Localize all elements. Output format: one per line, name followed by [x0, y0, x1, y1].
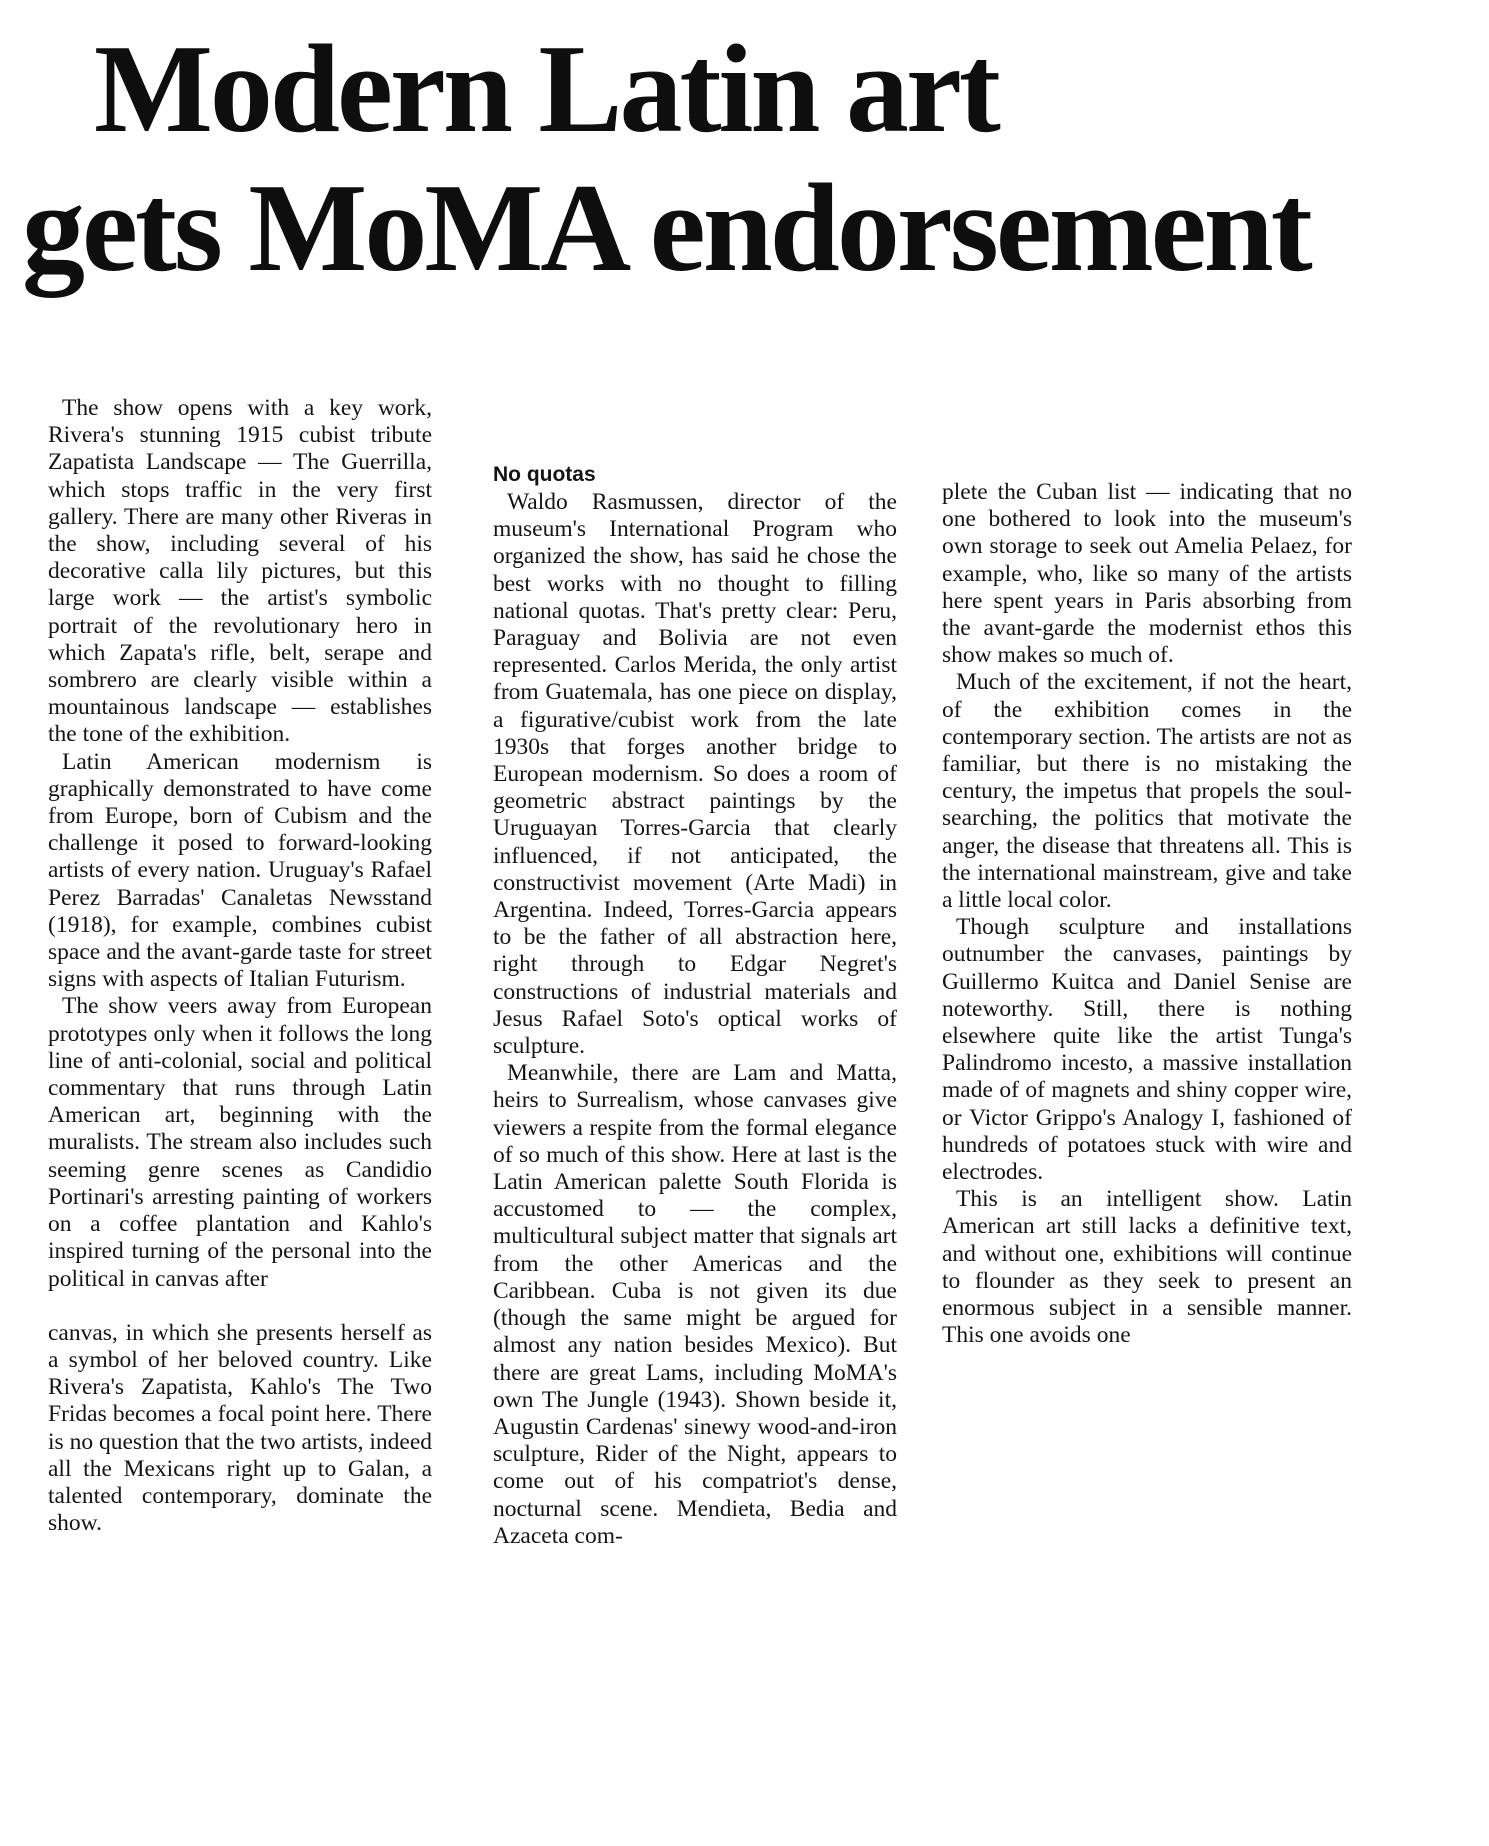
article-column-1 [48, 395, 432, 1537]
article-column-3 [942, 479, 1352, 1350]
paragraph: canvas, in which she presents herself as a symbol of her beloved country. Like Rivera's Zapatista, Kahlo's The Two Fridas becomes a focal point here. There is no question that the two artists, indeed all the Mexicans right up to Galan, a talented contemporary, dominate the show. [48, 1319, 432, 1537]
headline-line-1: Modern Latin art [94, 20, 998, 159]
paragraph: The show veers away from European prototypes only when it follows the long line of anti-colonial, social and political commentary that runs through Latin American art, beginning with the muralists. The stream also includes such seeming genre scenes as Candidio Portinari's arresting painting of workers on a coffee plantation and Kahlo's inspired turning of the personal into the political in canvas after [48, 993, 432, 1292]
paragraph: Latin American modernism is graphically demonstrated to have come from Europe, born of Cubism and the challenge it posed to forward-looking artists of every nation. Uruguay's Rafael Perez Barradas' Canaletas Newsstand (1918), for example, combines cubist space and the avant-garde taste for street signs with aspects of Italian Futurism. [48, 748, 432, 993]
paragraph: The show opens with a key work, Rivera's stunning 1915 cubist tribute Zapatista Landscape — The Guerrilla, which stops traffic in the very first gallery. There are many other Riveras in the show, including several of his decorative calla lily pictures, but this large work — the artist's symbolic portrait of the revolutionary hero in which Zapata's rifle, belt, serape and sombrero are clearly visible within a mountainous landscape — establishes the tone of the exhibition. [48, 395, 432, 748]
paragraph: Waldo Rasmussen, director of the museum's International Program who organized the show, has said he chose the best works with no thought to filling national quotas. That's pretty clear: Peru, Paraguay and Bolivia are not even represented. Carlos Merida, the only artist from Guatemala, has one piece on display, a figurative/cubist work from the late 1930s that forges another bridge to European modernism. So does a room of geometric abstract paintings by the Uruguayan Torres-Garcia that clearly influenced, if not anticipated, the constructivist movement (Arte Madi) in Argentina. Indeed, Torres-Garcia appears to be the father of all abstraction here, right through to Edgar Negret's constructions of industrial materials and Jesus Rafael Soto's optical works of sculpture. [493, 489, 897, 1060]
paragraph: This is an intelligent show. Latin American art still lacks a definitive text, and without one, exhibitions will continue to flounder as they seek to present an enormous subject in a sensible manner. This one avoids one [942, 1186, 1352, 1349]
paragraph: Meanwhile, there are Lam and Matta, heirs to Surrealism, whose canvases give viewers a respite from the formal elegance of so much of this show. Here at last is the Latin American palette South Florida is accustomed to — the complex, multicultural subject matter that signals art from the other Americas and the Caribbean. Cuba is not given its due (though the same might be argued for almost any nation besides Mexico). But there are great Lams, including MoMA's own The Jungle (1943). Shown beside it, Augustin Cardenas' sinewy wood-and-iron sculpture, Rider of the Night, appears to come out of his compatriot's dense, nocturnal scene. Mendieta, Bedia and Azaceta com- [493, 1060, 897, 1549]
headline [22, 20, 1489, 298]
paragraph: Much of the excitement, if not the heart, of the exhibition comes in the contemporary section. The artists are not as familiar, but there is no mistaking the century, the impetus that propels the soul-searching, the politics that motivate the anger, the disease that threatens all. This is the international mainstream, give and take a little local color. [942, 669, 1352, 914]
subhead-no-quotas: No quotas [493, 463, 596, 486]
article-column-2 [493, 461, 897, 1550]
paragraph: Though sculpture and installations outnumber the canvases, paintings by Guillermo Kuitca and Daniel Senise are noteworthy. Still, there is nothing elsewhere quite like the artist Tunga's Palindromo incesto, a massive installation made of of magnets and shiny copper wire, or Victor Grippo's Analogy I, fashioned of hundreds of potatoes stuck with wire and electrodes. [942, 914, 1352, 1186]
headline-line-2: gets MoMA endorsement [22, 159, 1310, 298]
paragraph: plete the Cuban list — indicating that no one bothered to look into the museum's own storage to seek out Amelia Pelaez, for example, who, like so many of the artists here spent years in Paris absorbing from the avant-garde the modernist ethos this show makes so much of. [942, 479, 1352, 669]
